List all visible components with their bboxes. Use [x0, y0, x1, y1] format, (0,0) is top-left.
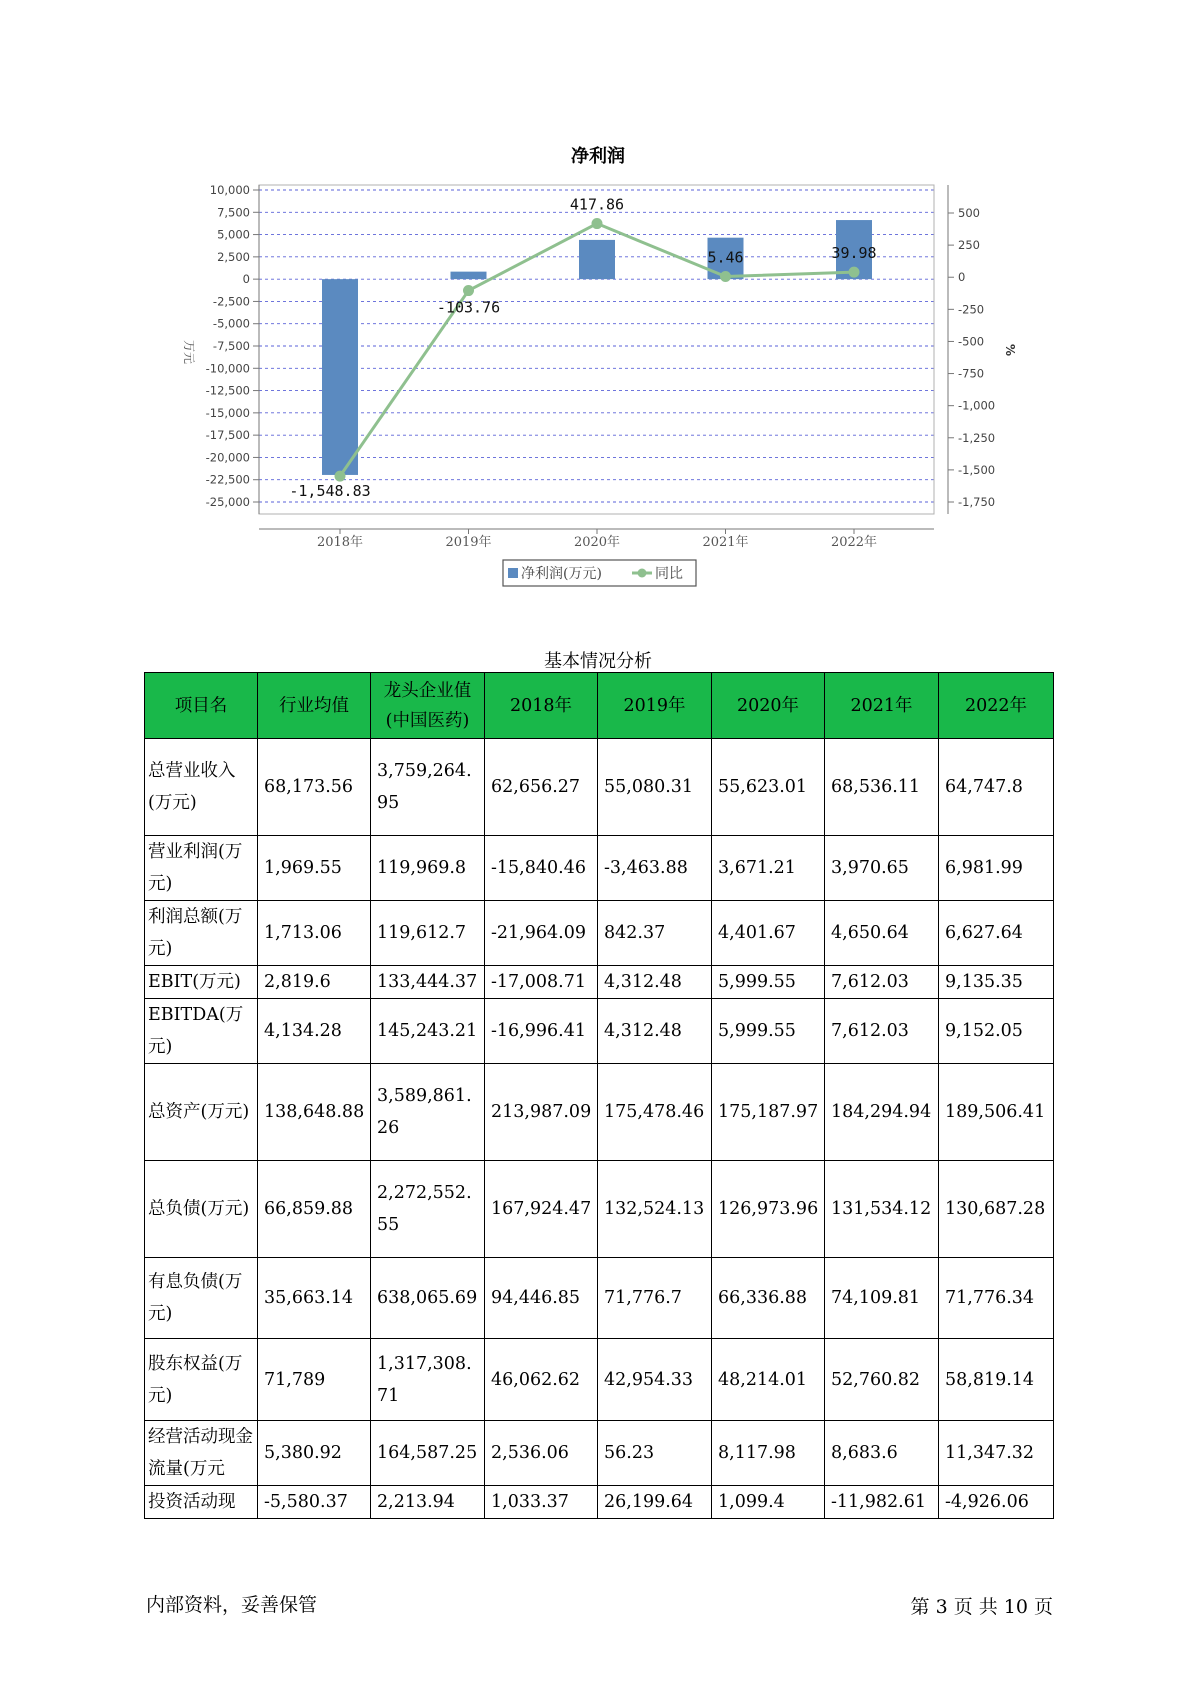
row-label-cell: 经营活动现金流量(万元 — [145, 1421, 258, 1486]
value-cell: 42,954.33 — [598, 1339, 712, 1421]
value-cell: 1,713.06 — [258, 901, 371, 966]
table-body — [145, 739, 1054, 1519]
value-cell: 66,859.88 — [258, 1161, 371, 1258]
value-cell: 74,109.81 — [825, 1258, 939, 1339]
row-label-cell: 总营业收入(万元) — [145, 739, 258, 836]
line-data-label: 39.98 — [831, 244, 877, 263]
y2-tick-label: 500 — [958, 206, 980, 220]
value-cell: 131,534.12 — [825, 1161, 939, 1258]
value-cell: 9,152.05 — [939, 999, 1054, 1064]
value-cell: 71,789 — [258, 1339, 371, 1421]
row-label-cell: 股东权益(万元) — [145, 1339, 258, 1421]
y-tick-label: -2,500 — [212, 294, 250, 309]
row-label-cell: 营业利润(万元) — [145, 836, 258, 901]
value-cell: 55,080.31 — [598, 739, 712, 836]
line-data-label: 417.86 — [569, 195, 625, 214]
table-row — [145, 1064, 1054, 1161]
y-tick-label: -20,000 — [205, 450, 250, 465]
row-label-cell: 总负债(万元) — [145, 1161, 258, 1258]
value-cell: 133,444.37 — [371, 966, 485, 999]
y-tick-label: -12,500 — [205, 383, 250, 398]
y-tick-label: -22,500 — [205, 472, 250, 487]
y2-tick-label: -500 — [958, 334, 985, 349]
y-axis-left-title: 万元 — [182, 339, 196, 365]
table-header-row — [145, 673, 1054, 739]
value-cell: 126,973.96 — [712, 1161, 825, 1258]
value-cell: 164,587.25 — [371, 1421, 485, 1486]
table-row — [145, 1486, 1054, 1519]
value-cell: 2,536.06 — [485, 1421, 598, 1486]
row-label-cell: 投资活动现 — [145, 1486, 258, 1519]
value-cell: 189,506.41 — [939, 1064, 1054, 1161]
line-point — [720, 271, 731, 282]
table-row — [145, 901, 1054, 966]
value-cell: 64,747.8 — [939, 739, 1054, 836]
value-cell: 1,969.55 — [258, 836, 371, 901]
value-cell: 4,401.67 — [712, 901, 825, 966]
legend-line-marker — [638, 569, 647, 578]
table-row — [145, 739, 1054, 836]
value-cell: 55,623.01 — [712, 739, 825, 836]
value-cell: 3,970.65 — [825, 836, 939, 901]
y-tick-label: -10,000 — [205, 361, 250, 376]
legend-line-label: 同比 — [655, 566, 683, 582]
row-label-cell: 利润总额(万元) — [145, 901, 258, 966]
footer-page-number: 第 3 页 共 10 页 — [910, 1596, 1053, 1618]
y-tick-label: 5,000 — [217, 227, 250, 242]
chart-grid — [259, 190, 934, 502]
value-cell: -3,463.88 — [598, 836, 712, 901]
table-row — [145, 1161, 1054, 1258]
net-profit-chart — [0, 0, 1191, 600]
y2-tick-label: -1,250 — [958, 430, 996, 445]
value-cell: 132,524.13 — [598, 1161, 712, 1258]
value-cell: 68,173.56 — [258, 739, 371, 836]
value-cell: -17,008.71 — [485, 966, 598, 999]
value-cell: 4,134.28 — [258, 999, 371, 1064]
table-row — [145, 1258, 1054, 1339]
x-tick-label: 2018年 — [316, 535, 364, 550]
value-cell: 167,924.47 — [485, 1161, 598, 1258]
y2-tick-label: -750 — [958, 366, 985, 381]
legend-bar-swatch — [508, 568, 518, 578]
value-cell: 4,312.48 — [598, 999, 712, 1064]
y2-tick-label: 0 — [958, 270, 966, 285]
value-cell: 11,347.32 — [939, 1421, 1054, 1486]
row-label-cell: 总资产(万元) — [145, 1064, 258, 1161]
bar — [451, 272, 487, 280]
value-cell: 71,776.7 — [598, 1258, 712, 1339]
value-cell: 26,199.64 — [598, 1486, 712, 1519]
value-cell: 4,650.64 — [825, 901, 939, 966]
x-tick-label: 2021年 — [702, 535, 749, 550]
value-cell: 56.23 — [598, 1421, 712, 1486]
value-cell: 9,135.35 — [939, 966, 1054, 999]
value-cell: -15,840.46 — [485, 836, 598, 901]
table-header-cell: 行业均值 — [258, 673, 371, 739]
value-cell: -4,926.06 — [939, 1486, 1054, 1519]
footer-confidential: 内部资料，妥善保管 — [146, 1594, 318, 1616]
table-row — [145, 1339, 1054, 1421]
line-data-label: 5.46 — [707, 248, 744, 267]
value-cell: 1,033.37 — [485, 1486, 598, 1519]
table-header-cell: 龙头企业值(中国医药) — [371, 673, 485, 739]
value-cell: 48,214.01 — [712, 1339, 825, 1421]
value-cell: 3,759,264.95 — [371, 739, 485, 836]
value-cell: 52,760.82 — [825, 1339, 939, 1421]
value-cell: 6,627.64 — [939, 901, 1054, 966]
value-cell: -11,982.61 — [825, 1486, 939, 1519]
y-tick-label: 10,000 — [209, 183, 250, 197]
line-point — [463, 285, 474, 296]
value-cell: 175,478.46 — [598, 1064, 712, 1161]
value-cell: 71,776.34 — [939, 1258, 1054, 1339]
row-label-cell: EBITDA(万元) — [145, 999, 258, 1064]
table-row — [145, 1421, 1054, 1486]
value-cell: -16,996.41 — [485, 999, 598, 1064]
y-tick-label: -17,500 — [205, 428, 250, 443]
table-caption: 基本情况分析 — [544, 651, 652, 672]
value-cell: 119,969.8 — [371, 836, 485, 901]
table-header-cell: 项目名 — [145, 673, 258, 739]
value-cell: 7,612.03 — [825, 999, 939, 1064]
legend-bar-label: 净利润(万元) — [521, 566, 602, 582]
value-cell: 842.37 — [598, 901, 712, 966]
basic-analysis-table — [144, 672, 1054, 1519]
chart-title: 净利润 — [571, 146, 625, 167]
row-label-cell: 有息负债(万元) — [145, 1258, 258, 1339]
y2-tick-label: -250 — [958, 302, 985, 317]
y-axis-right — [948, 185, 995, 514]
row-label-cell: EBIT(万元) — [145, 966, 258, 999]
value-cell: 175,187.97 — [712, 1064, 825, 1161]
bar-series — [322, 220, 872, 475]
y-tick-label: -5,000 — [212, 316, 250, 331]
value-cell: 62,656.27 — [485, 739, 598, 836]
value-cell: 1,317,308.71 — [371, 1339, 485, 1421]
value-cell: 7,612.03 — [825, 966, 939, 999]
value-cell: 2,272,552.55 — [371, 1161, 485, 1258]
value-cell: 1,099.4 — [712, 1486, 825, 1519]
table-row — [145, 966, 1054, 999]
y-tick-label: -15,000 — [205, 405, 250, 420]
value-cell: 3,589,861.26 — [371, 1064, 485, 1161]
value-cell: 638,065.69 — [371, 1258, 485, 1339]
value-cell: 94,446.85 — [485, 1258, 598, 1339]
y-tick-label: 2,500 — [217, 249, 250, 264]
value-cell: 46,062.62 — [485, 1339, 598, 1421]
value-cell: 2,213.94 — [371, 1486, 485, 1519]
y-tick-label: 0 — [242, 272, 250, 287]
x-tick-label: 2019年 — [445, 535, 492, 550]
y-axis-left — [206, 183, 259, 514]
value-cell: 5,999.55 — [712, 966, 825, 999]
y2-tick-label: 250 — [958, 238, 980, 253]
value-cell: 145,243.21 — [371, 999, 485, 1064]
table-header-cell: 2019年 — [598, 673, 712, 739]
y2-tick-label: -1,000 — [958, 398, 996, 413]
value-cell: 4,312.48 — [598, 966, 712, 999]
value-cell: 68,536.11 — [825, 739, 939, 836]
value-cell: 130,687.28 — [939, 1161, 1054, 1258]
table-header-cell: 2022年 — [939, 673, 1054, 739]
value-cell: 8,683.6 — [825, 1421, 939, 1486]
value-cell: -5,580.37 — [258, 1486, 371, 1519]
value-cell: 138,648.88 — [258, 1064, 371, 1161]
value-cell: 5,380.92 — [258, 1421, 371, 1486]
x-axis — [259, 529, 934, 550]
table-header-cell: 2021年 — [825, 673, 939, 739]
value-cell: 58,819.14 — [939, 1339, 1054, 1421]
y-axis-right-title: % — [1003, 343, 1017, 357]
y-tick-label: -25,000 — [205, 495, 250, 509]
bar — [579, 240, 615, 279]
value-cell: 35,663.14 — [258, 1258, 371, 1339]
line-point — [849, 267, 860, 278]
value-cell: 5,999.55 — [712, 999, 825, 1064]
line-point — [335, 471, 346, 482]
table-row — [145, 999, 1054, 1064]
table-row — [145, 836, 1054, 901]
value-cell: 213,987.09 — [485, 1064, 598, 1161]
value-cell: 184,294.94 — [825, 1064, 939, 1161]
value-cell: 8,117.98 — [712, 1421, 825, 1486]
bar — [322, 279, 358, 475]
x-tick-label: 2022年 — [830, 535, 878, 550]
y-tick-label: 7,500 — [217, 205, 250, 220]
y2-tick-label: -1,500 — [958, 462, 996, 477]
value-cell: 66,336.88 — [712, 1258, 825, 1339]
line-data-label: -103.76 — [436, 298, 501, 317]
value-cell: 2,819.6 — [258, 966, 371, 999]
y-tick-label: -7,500 — [212, 339, 250, 353]
value-cell: 6,981.99 — [939, 836, 1054, 901]
table-header-cell: 2020年 — [712, 673, 825, 739]
line-data-label: -1,548.83 — [289, 482, 371, 501]
chart-legend — [503, 560, 696, 586]
table-header-cell: 2018年 — [485, 673, 598, 739]
line-point — [592, 218, 603, 229]
value-cell: -21,964.09 — [485, 901, 598, 966]
y2-tick-label: -1,750 — [958, 495, 996, 509]
value-cell: 3,671.21 — [712, 836, 825, 901]
value-cell: 119,612.7 — [371, 901, 485, 966]
x-tick-label: 2020年 — [573, 535, 621, 550]
